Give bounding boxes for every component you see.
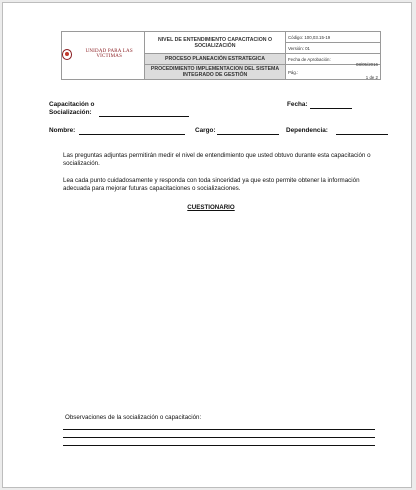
observations-line-1[interactable] <box>63 429 375 430</box>
capacitacion-label: Capacitación o Socialización: <box>49 101 95 116</box>
approval-label: Fecha de Aprobación: <box>288 56 331 62</box>
nombre-label: Nombre: <box>49 127 76 134</box>
page-number-cell <box>286 65 381 80</box>
document-title: NIVEL DE ENTENDIMIENTO CAPACITACION O SOCIALIZACIÓN <box>145 32 286 54</box>
page-label: Pág.: <box>288 69 299 75</box>
approval-date: 08/05/2016 <box>356 61 378 67</box>
dependencia-label: Dependencia: <box>286 127 328 134</box>
observations-label: Observaciones de la socialización o capacitación: <box>65 414 202 421</box>
dependencia-field[interactable] <box>336 134 388 135</box>
document-header-table <box>61 31 381 80</box>
unidad-victimas-logo <box>62 49 144 60</box>
logo-cell <box>62 32 145 80</box>
seal-icon <box>62 49 72 60</box>
fecha-field[interactable] <box>310 108 352 109</box>
page-number: 1 de 2 <box>365 74 378 80</box>
document-code: Código: 100,03.15-19 <box>286 32 381 43</box>
procedure-name: PROCEDIMIENTO IMPLEMENTACION DEL SISTEMA INTEGRADO DE GESTIÓN <box>145 65 286 80</box>
observations-line-3[interactable] <box>63 445 375 446</box>
questionnaire-title: CUESTIONARIO <box>187 204 235 211</box>
capacitacion-field[interactable] <box>99 116 189 117</box>
fecha-label: Fecha: <box>287 101 308 108</box>
logo-text: UNIDAD PARA LAS VÍCTIMAS <box>85 49 133 59</box>
instructions-paragraph-1: Las preguntas adjuntas permitirán medir el nivel de entendimiento que usted obtuvo durante esta capacitación o socialización. <box>63 152 371 168</box>
cargo-label: Cargo: <box>195 127 216 134</box>
observations-line-2[interactable] <box>63 437 375 438</box>
document-version: Versión: 01 <box>286 43 381 54</box>
process-name: PROCESO PLANEACIÓN ESTRATEGICA <box>145 54 286 65</box>
nombre-field[interactable] <box>79 134 185 135</box>
instructions-paragraph-2: Lea cada punto cuidadosamente y responda con toda sinceridad ya que esto permite obtener la información adecuada para mejorar futuras capacitaciones o socializaciones. <box>63 177 360 193</box>
cargo-field[interactable] <box>217 134 279 135</box>
document-page <box>2 2 412 488</box>
approval-date-cell <box>286 54 381 65</box>
